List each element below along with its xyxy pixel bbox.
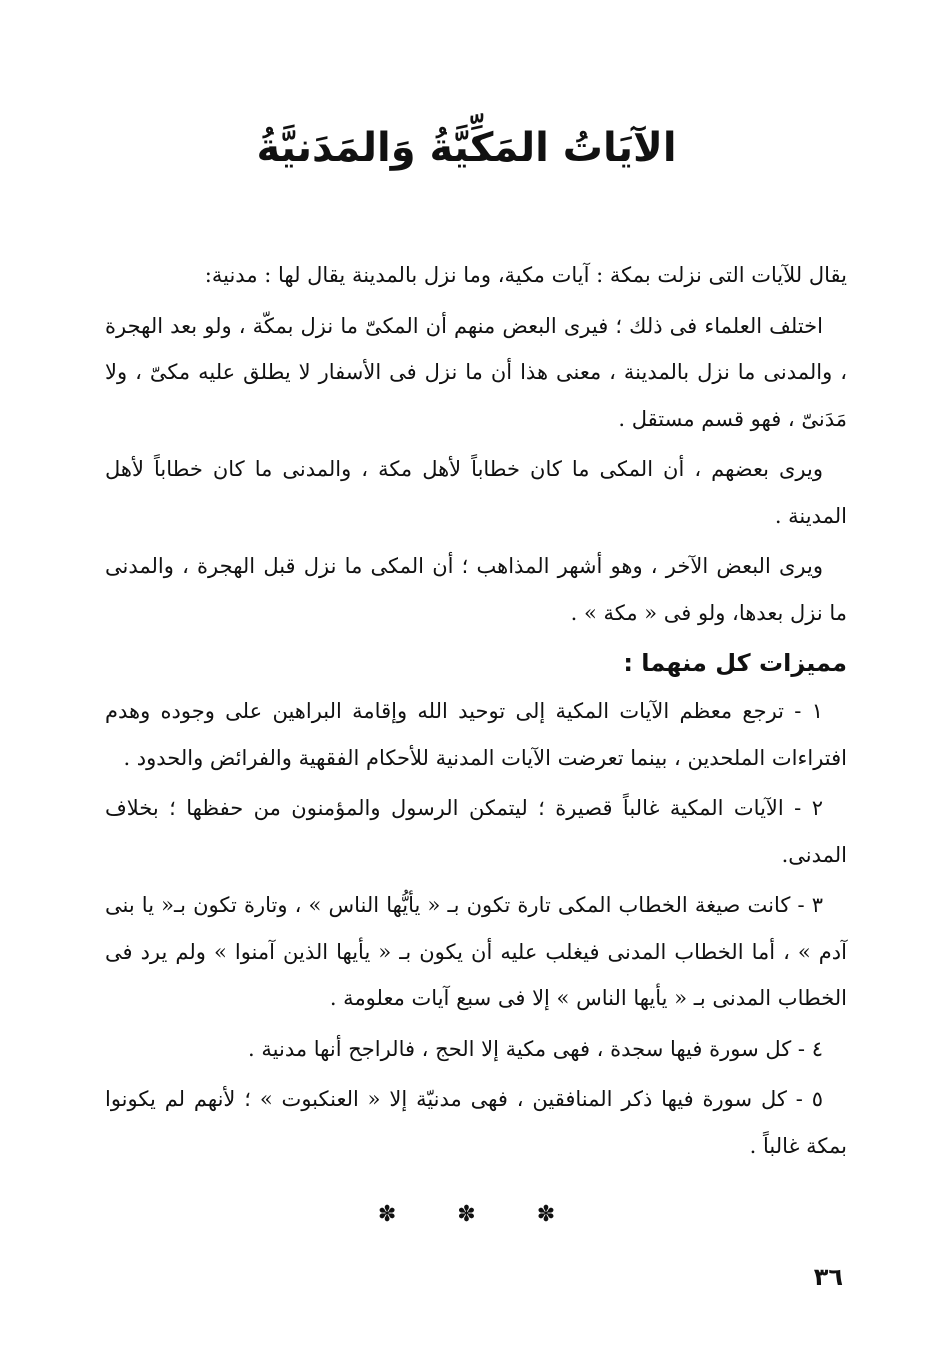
section-separator [0, 1202, 933, 1227]
list-item-3: ٣ - كانت صيغة الخطاب المكى تارة تكون بـ « يأيُّها الناس » ، وتارة تكون بـ« يا بنى آدم » ، أما الخطاب المدنى فيغلب عليه أن يكون بـ « يأيها الذين آمنوا » ولم يرد فى الخطاب المدنى بـ « يأيها الناس » إلا فى سبع آيات معلومة . [105, 893, 847, 1010]
separator-star-icon: ✽ [377, 1202, 397, 1227]
list-item-4: ٤ - كل سورة فيها سجدة ، فهى مكية إلا الحج ، فالراجح أنها مدنية . [248, 1036, 823, 1061]
list-item-2: ٢ - الآيات المكية غالباً قصيرة ؛ ليتمكن الرسول والمؤمنون من حفظها ؛ بخلاف المدنى. [105, 796, 847, 867]
paragraph-second-opinion: ويرى بعضهم ، أن المكى ما كان خطاباً لأهل مكة ، والمدنى ما كان خطاباً لأهل المدينة . [105, 457, 847, 528]
separator-star-icon: ✽ [457, 1202, 476, 1227]
list-item-5: ٥ - كل سورة فيها ذكر المنافقين ، فهى مدنيّة إلا « العنكبوت » ؛ لأنهم لم يكونوا بمكة غالباً . [105, 1087, 847, 1158]
paragraph-third-opinion: ويرى البعض الآخر ، وهو أشهر المذاهب ؛ أن المكى ما نزل قبل الهجرة ، والمدنى ما نزل بعدها، ولو فى « مكة » . [105, 554, 847, 625]
list-item-1: ١ - ترجع معظم الآيات المكية إلى توحيد الله وإقامة البراهين على وجوده وهدم افتراءات الملحدين ، بينما تعرضت الآيات المدنية للأحكام الفقهية والفرائض والحدود . [105, 699, 847, 770]
paragraph-intro: يقال للآيات التى نزلت بمكة : آيات مكية، وما نزل بالمدينة يقال لها : مدنية: [204, 263, 847, 287]
section-subheading: مميزات كل منهما : [623, 649, 847, 677]
separator-star-icon: ✽ [536, 1202, 556, 1227]
page-title: الآيَاتُ المَكِّيَّةُ وَالمَدَنيَّةُ [256, 125, 677, 171]
page-number: ٣٦ [813, 1263, 843, 1291]
body-text [105, 252, 847, 1173]
paragraph-first-opinion: اختلف العلماء فى ذلك ؛ فيرى البعض منهم أن المكىّ ما نزل بمكّة ، ولو بعد الهجرة ، والمدنى ما نزل بالمدينة ، معنى هذا أن ما نزل فى الأسفار لا يطلق عليه مكىّ ، ولا مَدَنىّ ، فهو قسم مستقل . [105, 313, 847, 431]
